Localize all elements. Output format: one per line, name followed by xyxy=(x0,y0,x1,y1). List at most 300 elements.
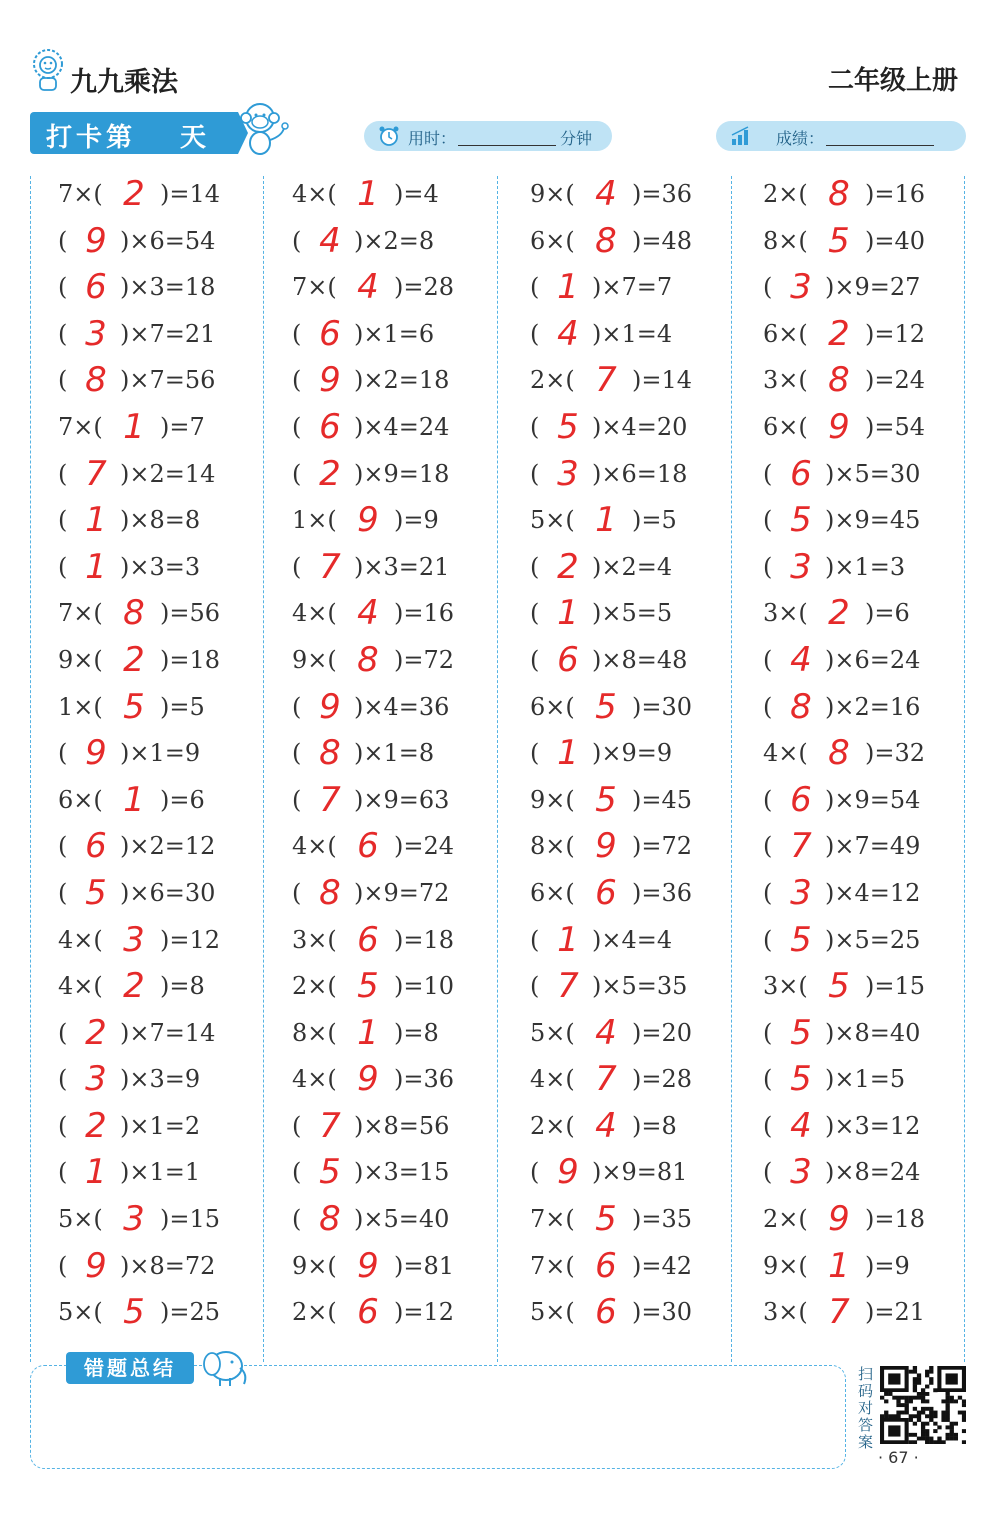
answer-digit[interactable]: 8 xyxy=(595,220,617,261)
answer-digit[interactable]: 2 xyxy=(319,453,341,494)
exercise-suffix: )×5=35 xyxy=(592,972,688,1001)
answer-digit[interactable]: 9 xyxy=(319,686,341,727)
answer-digit[interactable]: 1 xyxy=(557,267,579,308)
answer-digit[interactable]: 7 xyxy=(319,1105,341,1146)
exercise-prefix: ( xyxy=(530,459,540,488)
exercise-suffix: )=15 xyxy=(160,1205,221,1234)
exercise-suffix: )=9 xyxy=(394,506,439,535)
exercise-suffix: )×5=5 xyxy=(592,599,673,628)
exercise-row xyxy=(58,1061,288,1108)
exercise-prefix: ( xyxy=(530,972,540,1001)
exercise-row xyxy=(58,1105,288,1155)
exercise-row xyxy=(292,828,522,875)
column-divider xyxy=(30,176,31,1362)
exercise-prefix: 9×( xyxy=(292,1251,337,1280)
answer-digit[interactable]: 1 xyxy=(557,919,579,960)
exercise-row xyxy=(58,872,288,922)
exercise-row xyxy=(530,1154,760,1201)
exercise-prefix: ( xyxy=(292,1205,302,1234)
exercise-row xyxy=(763,919,993,969)
exercise-suffix: )×5=40 xyxy=(354,1205,450,1234)
exercise-suffix: )=40 xyxy=(865,226,926,255)
exercise-suffix: )=4 xyxy=(394,180,439,208)
exercise-suffix: )×5=25 xyxy=(825,925,921,954)
time-label: 用时： xyxy=(408,129,457,148)
exercise-prefix: ( xyxy=(763,1018,773,1047)
answer-digit[interactable]: 3 xyxy=(557,453,579,494)
answer-digit[interactable]: 8 xyxy=(319,872,341,913)
exercise-prefix: ( xyxy=(292,878,302,907)
answer-digit[interactable]: 3 xyxy=(123,919,145,960)
answer-digit[interactable]: 9 xyxy=(85,1245,107,1286)
exercise-suffix: )×1=2 xyxy=(120,1111,201,1140)
answer-digit[interactable]: 8 xyxy=(790,686,812,727)
exercise-prefix: ( xyxy=(58,832,68,861)
exercise-row xyxy=(530,595,760,642)
exercise-suffix: )×1=4 xyxy=(592,319,673,348)
exercise-row xyxy=(530,269,760,316)
answer-digit[interactable]: 4 xyxy=(790,639,812,680)
exercise-prefix: ( xyxy=(58,226,68,255)
exercise-row xyxy=(763,1105,993,1155)
exercise-suffix: )×2=8 xyxy=(354,226,435,255)
score-label: 成绩： xyxy=(776,129,825,148)
exercise-suffix: )=24 xyxy=(865,366,926,395)
exercise-row xyxy=(292,1201,522,1248)
exercise-row xyxy=(58,595,288,642)
exercise-suffix: )×2=4 xyxy=(592,552,673,581)
exercise-prefix: ( xyxy=(763,552,773,581)
exercise-row xyxy=(763,595,993,642)
exercise-suffix: )×3=21 xyxy=(354,552,450,581)
answer-digit[interactable]: 7 xyxy=(790,826,812,867)
exercise-prefix: ( xyxy=(292,1111,302,1140)
answer-digit[interactable]: 3 xyxy=(790,267,812,308)
answer-digit[interactable]: 7 xyxy=(319,779,341,820)
exercise-row xyxy=(58,546,288,596)
exercise-row xyxy=(58,269,288,316)
exercise-prefix: ( xyxy=(292,739,302,768)
answer-digit[interactable]: 6 xyxy=(357,826,379,867)
exercise-prefix: ( xyxy=(58,1018,68,1047)
exercise-row xyxy=(530,546,760,596)
answer-digit[interactable]: 8 xyxy=(123,593,145,634)
page-header xyxy=(0,0,1000,110)
exercise-prefix: ( xyxy=(530,412,540,441)
answer-digit[interactable]: 5 xyxy=(85,872,107,913)
answer-digit[interactable]: 6 xyxy=(790,453,812,494)
exercise-prefix: ( xyxy=(292,785,302,814)
exercise-suffix: )×2=18 xyxy=(354,366,450,395)
answer-digit[interactable]: 7 xyxy=(595,360,617,401)
qr-code[interactable] xyxy=(880,1366,966,1444)
answer-digit[interactable]: 1 xyxy=(85,500,107,541)
exercise-prefix: 7×( xyxy=(58,599,103,628)
exercise-prefix: ( xyxy=(58,1251,68,1280)
exercise-suffix: )×3=9 xyxy=(120,1065,201,1094)
exercise-suffix: )×7=21 xyxy=(120,319,216,348)
exercise-suffix: )=21 xyxy=(865,1298,926,1327)
exercise-suffix: )=6 xyxy=(865,599,910,628)
exercise-suffix: )×5=30 xyxy=(825,459,921,488)
exercise-suffix: )×4=36 xyxy=(354,692,450,721)
exercise-row xyxy=(58,406,288,456)
answer-digit[interactable]: 6 xyxy=(790,779,812,820)
exercise-prefix: 4×( xyxy=(292,599,337,628)
exercise-row xyxy=(530,502,760,549)
exercise-row xyxy=(292,176,522,223)
answer-digit[interactable]: 6 xyxy=(319,313,341,354)
exercise-suffix: )=14 xyxy=(632,366,693,395)
exercise-row xyxy=(292,1105,522,1155)
exercise-suffix: )×1=6 xyxy=(354,319,435,348)
answer-digit[interactable]: 2 xyxy=(123,966,145,1007)
answer-digit[interactable]: 9 xyxy=(828,406,850,447)
exercise-suffix: )=28 xyxy=(394,273,455,302)
exercise-suffix: )=30 xyxy=(632,1298,693,1327)
answer-digit[interactable]: 5 xyxy=(828,966,850,1007)
exercise-suffix: )=10 xyxy=(394,972,455,1001)
exercise-suffix: )×8=24 xyxy=(825,1158,921,1187)
answer-digit[interactable]: 2 xyxy=(85,1012,107,1053)
exercise-row xyxy=(530,1105,760,1155)
exercise-suffix: )×9=27 xyxy=(825,273,921,302)
exercise-row xyxy=(58,313,288,363)
exercise-suffix: )×6=18 xyxy=(592,459,688,488)
exercise-suffix: )×4=24 xyxy=(354,412,450,441)
exercise-prefix: ( xyxy=(292,412,302,441)
exercise-prefix: 2×( xyxy=(292,972,337,1001)
answer-digit[interactable]: 4 xyxy=(357,267,379,308)
checkin-day-text: 天 xyxy=(180,123,207,153)
exercise-prefix: 2×( xyxy=(292,1298,337,1327)
answer-digit[interactable]: 2 xyxy=(828,313,850,354)
exercise-prefix: ( xyxy=(763,459,773,488)
exercise-row xyxy=(292,453,522,503)
exercise-prefix: 2×( xyxy=(530,366,575,395)
answer-digit[interactable]: 8 xyxy=(357,639,379,680)
answer-digit[interactable]: 1 xyxy=(357,174,379,214)
answer-digit[interactable]: 1 xyxy=(85,1152,107,1193)
answer-digit[interactable]: 8 xyxy=(319,733,341,774)
answer-digit[interactable]: 5 xyxy=(595,686,617,727)
exercise-row xyxy=(763,1154,993,1201)
exercise-prefix: ( xyxy=(530,1158,540,1187)
answer-digit[interactable]: 8 xyxy=(828,174,850,214)
time-blank-line xyxy=(458,145,556,146)
exercise-row xyxy=(58,1201,288,1248)
exercise-row xyxy=(292,269,522,316)
exercise-row xyxy=(530,919,760,969)
exercise-prefix: ( xyxy=(58,506,68,535)
exercise-row xyxy=(530,1201,760,1248)
answer-digit[interactable]: 1 xyxy=(123,779,145,820)
answer-digit[interactable]: 6 xyxy=(557,639,579,680)
exercise-row xyxy=(763,1061,993,1108)
answer-digit[interactable]: 9 xyxy=(85,733,107,774)
answer-digit[interactable]: 6 xyxy=(85,267,107,308)
exercise-prefix: 6×( xyxy=(58,785,103,814)
exercise-suffix: )×9=81 xyxy=(592,1158,688,1187)
answer-digit[interactable]: 1 xyxy=(557,593,579,634)
exercise-suffix: )×7=56 xyxy=(120,366,216,395)
exercise-suffix: )×1=3 xyxy=(825,552,906,581)
answer-digit[interactable]: 7 xyxy=(319,546,341,587)
exercise-row xyxy=(292,686,522,736)
answer-digit[interactable]: 5 xyxy=(790,1059,812,1100)
answer-digit[interactable]: 5 xyxy=(790,919,812,960)
exercise-prefix: 9×( xyxy=(58,645,103,674)
answer-digit[interactable]: 3 xyxy=(790,872,812,913)
exercise-suffix: )=36 xyxy=(632,180,693,208)
bar-chart-icon xyxy=(730,125,752,147)
exercise-row xyxy=(763,176,993,223)
exercise-prefix: ( xyxy=(763,832,773,861)
exercise-prefix: ( xyxy=(763,1065,773,1094)
exercise-row xyxy=(763,639,993,689)
answer-digit[interactable]: 5 xyxy=(595,1199,617,1240)
exercise-prefix: 8×( xyxy=(292,1018,337,1047)
answer-digit[interactable]: 5 xyxy=(123,1292,145,1333)
answer-digit[interactable]: 1 xyxy=(85,546,107,587)
answer-digit[interactable]: 4 xyxy=(319,220,341,261)
exercise-prefix: ( xyxy=(58,739,68,768)
exercise-suffix: )×1=5 xyxy=(825,1065,906,1094)
answer-digit[interactable]: 8 xyxy=(319,1199,341,1240)
answer-digit[interactable]: 9 xyxy=(357,1245,379,1286)
exercise-row xyxy=(58,1012,288,1062)
exercise-row xyxy=(292,362,522,409)
exercise-suffix: )=6 xyxy=(160,785,205,814)
answer-digit[interactable]: 6 xyxy=(595,1245,617,1286)
answer-digit[interactable]: 6 xyxy=(85,826,107,867)
answer-digit[interactable]: 7 xyxy=(595,1059,617,1100)
answer-digit[interactable]: 9 xyxy=(319,360,341,401)
answer-digit[interactable]: 2 xyxy=(123,639,145,680)
answer-digit[interactable]: 3 xyxy=(123,1199,145,1240)
score-blank-line xyxy=(826,145,934,146)
time-field[interactable] xyxy=(364,121,612,151)
elephant-icon xyxy=(198,1344,252,1388)
answer-digit[interactable]: 7 xyxy=(557,966,579,1007)
answer-digit[interactable]: 2 xyxy=(123,174,145,214)
exercise-row xyxy=(530,1061,760,1108)
answer-digit[interactable]: 8 xyxy=(85,360,107,401)
exercise-row xyxy=(58,919,288,969)
exercise-row xyxy=(292,502,522,549)
exercise-suffix: )=18 xyxy=(394,925,455,954)
exercise-row xyxy=(530,453,760,503)
exercise-row xyxy=(58,1294,288,1341)
exercise-row xyxy=(292,1061,522,1108)
answer-digit[interactable]: 6 xyxy=(357,919,379,960)
exercise-row xyxy=(292,735,522,782)
exercise-suffix: )=72 xyxy=(394,645,455,674)
exercise-grid xyxy=(30,176,965,1362)
exercise-suffix: )=45 xyxy=(632,785,693,814)
exercise-row xyxy=(763,1294,993,1341)
answer-digit[interactable]: 5 xyxy=(790,1012,812,1053)
exercise-row xyxy=(530,1245,760,1295)
exercise-suffix: )×7=14 xyxy=(120,1018,216,1047)
exercise-prefix: ( xyxy=(292,319,302,348)
exercise-suffix: )=28 xyxy=(632,1065,693,1094)
exercise-row xyxy=(58,362,288,409)
exercise-suffix: )×4=12 xyxy=(825,878,921,907)
exercise-row xyxy=(763,269,993,316)
exercise-suffix: )×8=8 xyxy=(120,506,201,535)
answer-digit[interactable]: 4 xyxy=(595,1012,617,1053)
exercise-row xyxy=(292,313,522,363)
exercise-prefix: 5×( xyxy=(530,1298,575,1327)
exercise-prefix: ( xyxy=(763,273,773,302)
exercise-suffix: )×1=9 xyxy=(120,739,201,768)
exercise-prefix: ( xyxy=(58,1111,68,1140)
exercise-suffix: )×9=72 xyxy=(354,878,450,907)
exercise-row xyxy=(530,828,760,875)
exercise-prefix: 5×( xyxy=(530,1018,575,1047)
answer-digit[interactable]: 1 xyxy=(595,500,617,541)
exercise-suffix: )=25 xyxy=(160,1298,221,1327)
answer-digit[interactable]: 1 xyxy=(828,1245,850,1286)
exercise-row xyxy=(530,176,760,223)
lion-logo-icon xyxy=(30,48,66,92)
exercise-prefix: 4×( xyxy=(292,832,337,861)
exercise-prefix: 2×( xyxy=(530,1111,575,1140)
answer-digit[interactable]: 4 xyxy=(595,1105,617,1146)
exercise-row xyxy=(292,1154,522,1201)
exercise-suffix: )=42 xyxy=(632,1251,693,1280)
exercise-row xyxy=(530,1294,760,1341)
answer-digit[interactable]: 9 xyxy=(828,1199,850,1240)
exercise-row xyxy=(530,362,760,409)
mistake-summary-title: 错题总结 xyxy=(66,1352,194,1384)
exercise-prefix: 4×( xyxy=(58,972,103,1001)
exercise-row xyxy=(530,406,760,456)
exercise-prefix: 7×( xyxy=(58,180,103,208)
answer-digit[interactable]: 3 xyxy=(85,1059,107,1100)
answer-digit[interactable]: 5 xyxy=(828,220,850,261)
exercise-row xyxy=(530,220,760,270)
answer-digit[interactable]: 4 xyxy=(557,313,579,354)
exercise-suffix: )=8 xyxy=(160,972,205,1001)
exercise-suffix: )=54 xyxy=(865,412,926,441)
answer-digit[interactable]: 5 xyxy=(123,686,145,727)
exercise-suffix: )×2=12 xyxy=(120,832,216,861)
exercise-suffix: )=7 xyxy=(160,412,205,441)
exercise-row xyxy=(763,502,993,549)
exercise-suffix: )=36 xyxy=(394,1065,455,1094)
answer-digit[interactable]: 2 xyxy=(828,593,850,634)
answer-digit[interactable]: 9 xyxy=(357,500,379,541)
answer-digit[interactable]: 9 xyxy=(85,220,107,261)
answer-digit[interactable]: 3 xyxy=(85,313,107,354)
exercise-prefix: ( xyxy=(763,785,773,814)
exercise-column-4 xyxy=(763,176,993,1341)
exercise-suffix: )×7=7 xyxy=(592,273,673,302)
exercise-prefix: 3×( xyxy=(763,972,808,1001)
exercise-prefix: 5×( xyxy=(530,506,575,535)
exercise-prefix: ( xyxy=(530,319,540,348)
exercise-suffix: )×4=4 xyxy=(592,925,673,954)
answer-digit[interactable]: 5 xyxy=(790,500,812,541)
exercise-suffix: )=56 xyxy=(160,599,221,628)
exercise-row xyxy=(292,872,522,922)
answer-digit[interactable]: 5 xyxy=(357,966,379,1007)
exercise-row xyxy=(58,639,288,689)
exercise-prefix: ( xyxy=(763,878,773,907)
exercise-suffix: )×2=14 xyxy=(120,459,216,488)
exercise-row xyxy=(292,919,522,969)
exercise-suffix: )=48 xyxy=(632,226,693,255)
exercise-row xyxy=(58,686,288,736)
score-field[interactable] xyxy=(716,121,966,151)
answer-digit[interactable]: 8 xyxy=(828,733,850,774)
exercise-prefix: 9×( xyxy=(530,785,575,814)
exercise-row xyxy=(292,1245,522,1295)
answer-digit[interactable]: 1 xyxy=(357,1012,379,1053)
answer-digit[interactable]: 4 xyxy=(357,593,379,634)
answer-digit[interactable]: 5 xyxy=(595,779,617,820)
answer-digit[interactable]: 4 xyxy=(790,1105,812,1146)
exercise-row xyxy=(58,176,288,223)
answer-digit[interactable]: 8 xyxy=(828,360,850,401)
exercise-suffix: )×6=54 xyxy=(120,226,216,255)
exercise-prefix: ( xyxy=(763,925,773,954)
exercise-prefix: 3×( xyxy=(292,925,337,954)
answer-digit[interactable]: 7 xyxy=(85,453,107,494)
exercise-suffix: )=16 xyxy=(394,599,455,628)
answer-digit[interactable]: 6 xyxy=(595,1292,617,1333)
answer-digit[interactable]: 1 xyxy=(557,733,579,774)
exercise-prefix: 9×( xyxy=(292,645,337,674)
answer-digit[interactable]: 2 xyxy=(557,546,579,587)
exercise-prefix: 3×( xyxy=(763,599,808,628)
answer-digit[interactable]: 9 xyxy=(557,1152,579,1193)
exercise-suffix: )×8=40 xyxy=(825,1018,921,1047)
answer-digit[interactable]: 9 xyxy=(357,1059,379,1100)
answer-digit[interactable]: 1 xyxy=(123,406,145,447)
exercise-row xyxy=(763,1012,993,1062)
answer-digit[interactable]: 7 xyxy=(828,1292,850,1333)
answer-digit[interactable]: 2 xyxy=(85,1105,107,1146)
answer-digit[interactable]: 6 xyxy=(595,872,617,913)
exercise-prefix: 3×( xyxy=(763,366,808,395)
exercise-row xyxy=(58,453,288,503)
monkey-icon xyxy=(232,98,292,160)
answer-digit[interactable]: 3 xyxy=(790,1152,812,1193)
exercise-row xyxy=(763,1245,993,1295)
answer-digit[interactable]: 5 xyxy=(557,406,579,447)
exercise-row xyxy=(530,313,760,363)
answer-digit[interactable]: 4 xyxy=(595,174,617,214)
exercise-suffix: )=8 xyxy=(394,1018,439,1047)
answer-digit[interactable]: 9 xyxy=(595,826,617,867)
exercise-row xyxy=(763,686,993,736)
answer-digit[interactable]: 6 xyxy=(357,1292,379,1333)
exercise-row xyxy=(58,968,288,1015)
exercise-prefix: 6×( xyxy=(530,878,575,907)
answer-digit[interactable]: 5 xyxy=(319,1152,341,1193)
exercise-prefix: 2×( xyxy=(763,180,808,208)
exercise-row xyxy=(530,686,760,736)
exercise-prefix: ( xyxy=(763,645,773,674)
answer-digit[interactable]: 3 xyxy=(790,546,812,587)
exercise-prefix: ( xyxy=(530,273,540,302)
exercise-row xyxy=(58,1245,288,1295)
answer-digit[interactable]: 6 xyxy=(319,406,341,447)
exercise-row xyxy=(763,735,993,782)
